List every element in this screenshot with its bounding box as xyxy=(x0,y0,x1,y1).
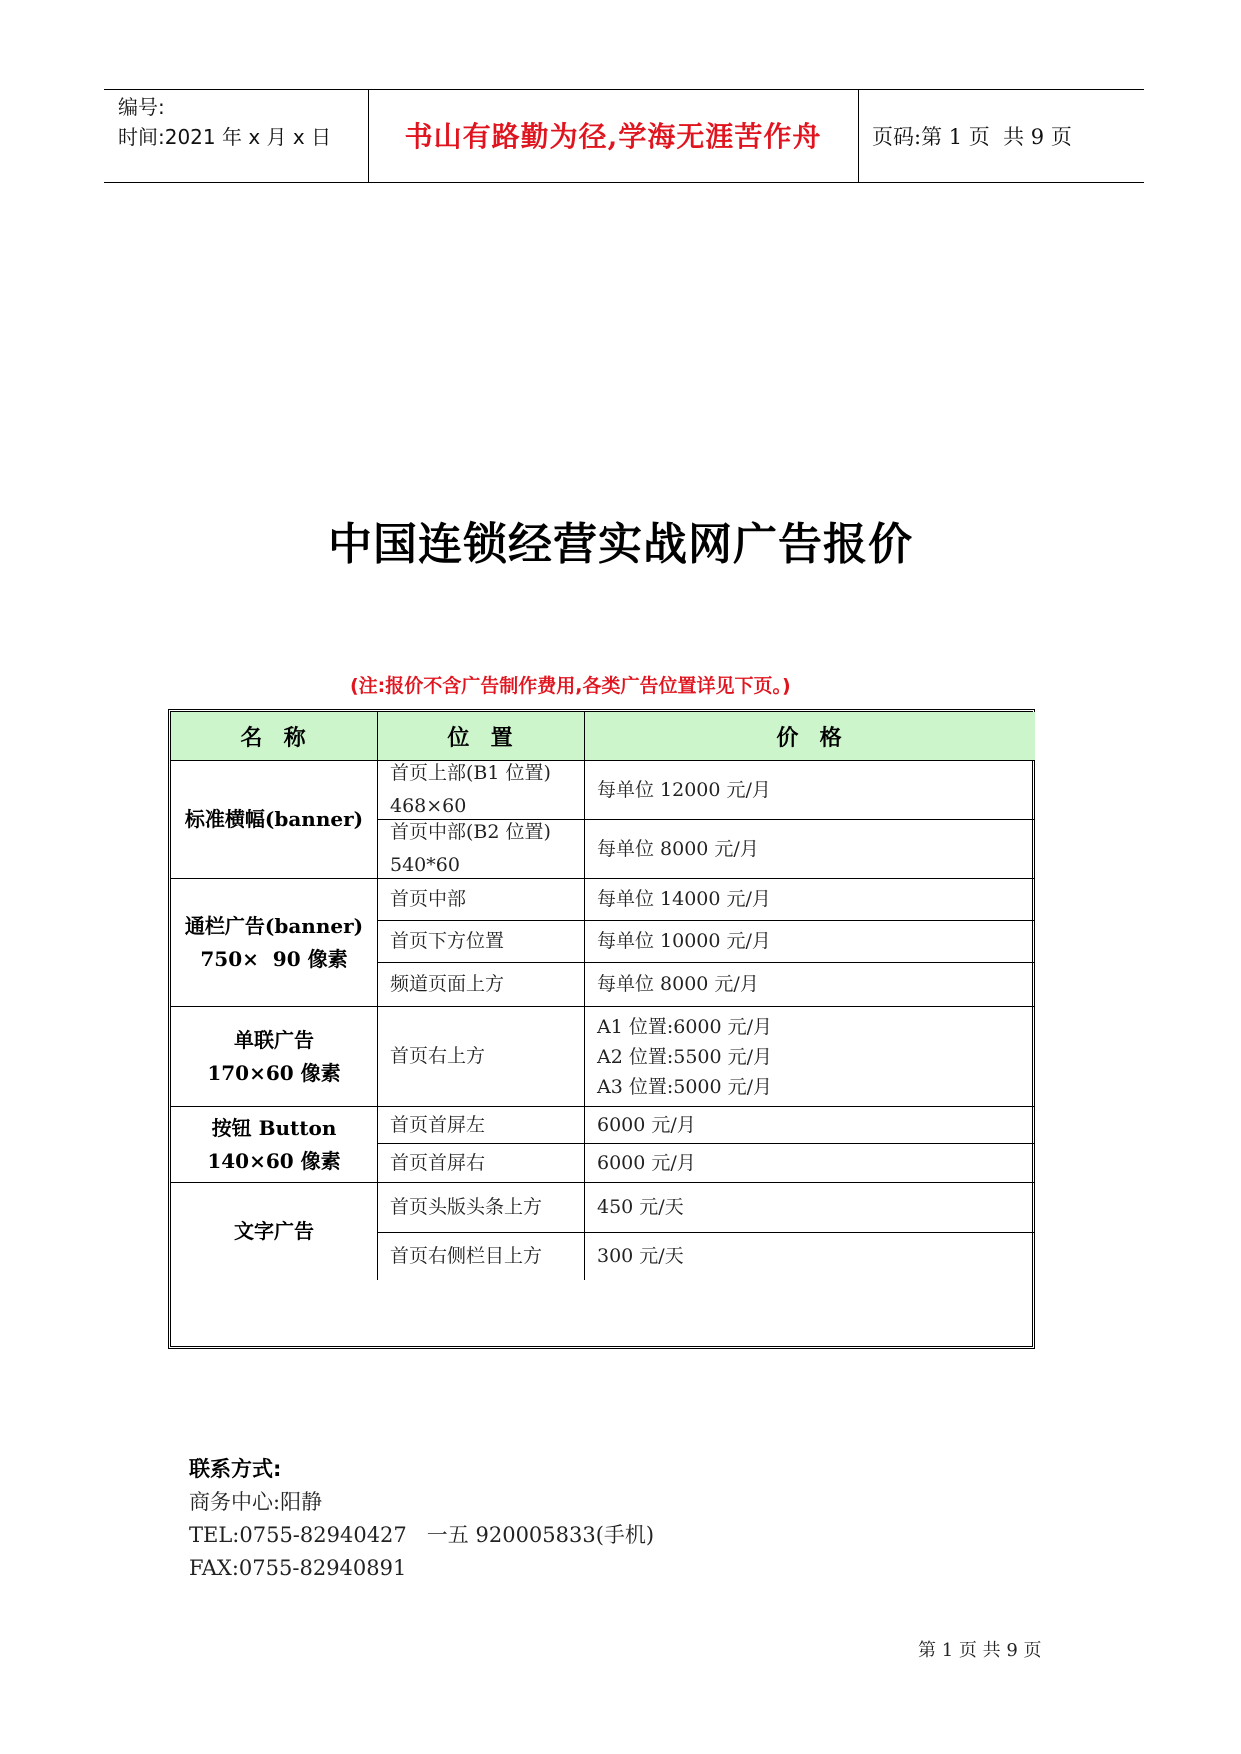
header-motto: 书山有路勤为径,学海无涯苦作舟 xyxy=(404,120,822,153)
ad-position-text xyxy=(390,1040,485,1073)
ad-price-text xyxy=(597,1012,772,1102)
ad-type-name xyxy=(171,761,378,879)
ad-position-text xyxy=(390,883,466,916)
table-header-position: 位 置 xyxy=(378,712,585,761)
ad-type-name-line: 170×60 像素 xyxy=(207,1060,341,1085)
ad-position-cell xyxy=(378,1107,585,1144)
ad-type-name xyxy=(171,1007,378,1107)
ad-price-cell xyxy=(585,1233,1035,1280)
ad-type-name-line: 140×60 像素 xyxy=(207,1148,341,1173)
ad-price-text xyxy=(597,1191,684,1224)
contact-block xyxy=(189,1453,654,1585)
ad-type-name-line: 文字广告 xyxy=(234,1219,314,1243)
ad-type-name-text xyxy=(207,1112,340,1178)
header-number-label: 编号: xyxy=(118,95,165,119)
header-meta xyxy=(118,92,331,152)
ad-price-line: 每单位 8000 元/月 xyxy=(597,837,759,860)
header-page-label: 页码:第 1 页 共 9 页 xyxy=(872,125,1072,149)
ad-price-text xyxy=(597,833,759,866)
footer-page-number: 第 1 页 共 9 页 xyxy=(918,1640,1042,1661)
ad-position-line: 首页首屏左 xyxy=(390,1113,486,1136)
contact-line-tel: TEL:0755-82940427 一五 920005833(手机) xyxy=(189,1523,655,1547)
contact-heading: 联系方式: xyxy=(189,1457,282,1481)
ad-position-text xyxy=(390,968,504,1001)
table-header-name: 名 称 xyxy=(171,712,378,761)
ad-position-cell xyxy=(378,820,585,879)
ad-price-cell xyxy=(585,1007,1035,1107)
contact-line-business: 商务中心:阳静 xyxy=(189,1490,323,1514)
ad-price-text xyxy=(597,1240,684,1273)
ad-type-name-text xyxy=(185,803,363,836)
ad-price-line: 每单位 10000 元/月 xyxy=(597,930,771,952)
ad-position-line: 首页中部 xyxy=(390,888,467,910)
ad-price-cell xyxy=(585,1144,1035,1183)
ad-type-name xyxy=(171,1107,378,1183)
ad-position-text xyxy=(390,1191,542,1224)
ad-position-line: 468×60 xyxy=(390,795,467,817)
ad-type-name xyxy=(171,1183,378,1280)
ad-type-name-line: 标准横幅(banner) xyxy=(184,807,364,831)
ad-price-line: 450 元/天 xyxy=(597,1196,684,1218)
ad-price-line: 每单位 8000 元/月 xyxy=(597,973,759,995)
ad-position-cell xyxy=(378,921,585,963)
ad-price-cell xyxy=(585,879,1035,921)
ad-price-line: 300 元/天 xyxy=(597,1245,684,1267)
ad-position-cell xyxy=(378,963,585,1007)
ad-position-text xyxy=(390,816,551,882)
ad-price-line: A2 位置:5500 元/月 xyxy=(597,1045,773,1068)
ad-price-line: A3 位置:5000 元/月 xyxy=(597,1075,773,1098)
ad-price-text xyxy=(597,968,759,1001)
ad-position-text xyxy=(390,1240,542,1273)
ad-position-line: 首页上部(B1 位置) xyxy=(390,762,551,784)
page-title: 中国连锁经营实战网广告报价 xyxy=(328,519,913,570)
ad-type-name-line: 单联广告 xyxy=(234,1027,314,1052)
ad-position-text xyxy=(390,757,551,823)
ad-price-cell xyxy=(585,761,1035,820)
contact-line-fax: FAX:0755-82940891 xyxy=(189,1556,407,1580)
ad-type-name-text xyxy=(185,910,363,976)
ad-position-text xyxy=(390,1109,485,1142)
ad-type-name-line: 按钮 Button xyxy=(211,1115,337,1140)
ad-position-line: 首页中部(B2 位置) xyxy=(390,821,551,843)
header-time-label: 时间:2021 年 x 月 x 日 xyxy=(118,125,332,149)
ad-price-text xyxy=(597,883,771,916)
ad-position-line: 首页头版头条上方 xyxy=(390,1196,543,1218)
price-note: (注:报价不含广告制作费用,各类广告位置详见下页。) xyxy=(350,675,791,697)
ad-position-line: 首页首屏右 xyxy=(390,1151,486,1174)
ad-type-name xyxy=(171,879,378,1007)
table-header-price: 价 格 xyxy=(585,712,1035,761)
ad-position-text xyxy=(390,1147,485,1180)
ad-price-cell xyxy=(585,921,1035,963)
ad-position-cell xyxy=(378,1183,585,1233)
ad-type-name-text xyxy=(234,1215,314,1248)
ad-price-text xyxy=(597,1109,696,1142)
ad-position-line: 频道页面上方 xyxy=(390,973,505,995)
ad-price-text xyxy=(597,774,771,807)
ad-position-cell xyxy=(378,761,585,820)
ad-position-cell xyxy=(378,1233,585,1280)
header-divider-right xyxy=(858,89,859,182)
ad-type-name-line: 750× 90 像素 xyxy=(200,946,348,971)
ad-type-name-text xyxy=(207,1024,340,1090)
header-top-rule xyxy=(104,89,1144,90)
ad-position-line: 首页右上方 xyxy=(390,1045,486,1067)
ad-price-line: 6000 元/月 xyxy=(597,1151,696,1174)
ad-type-name-line: 通栏广告(banner) xyxy=(184,913,364,938)
ad-price-line: A1 位置:6000 元/月 xyxy=(597,1015,773,1038)
ad-price-line: 6000 元/月 xyxy=(597,1113,696,1136)
ad-position-cell xyxy=(378,1144,585,1183)
ad-position-line: 540*60 xyxy=(390,854,460,876)
header-bottom-rule xyxy=(104,182,1144,183)
ad-price-line: 每单位 12000 元/月 xyxy=(597,778,771,801)
ad-price-text xyxy=(597,925,771,958)
ad-position-line: 首页下方位置 xyxy=(390,930,505,952)
ad-price-cell xyxy=(585,1107,1035,1144)
ad-position-cell xyxy=(378,879,585,921)
ad-price-cell xyxy=(585,820,1035,879)
ad-price-table xyxy=(168,709,1035,1349)
ad-price-line: 每单位 14000 元/月 xyxy=(597,888,771,910)
ad-price-cell xyxy=(585,1183,1035,1233)
ad-position-cell xyxy=(378,1007,585,1107)
ad-position-line: 首页右侧栏目上方 xyxy=(390,1245,543,1267)
ad-price-cell xyxy=(585,963,1035,1007)
ad-price-text xyxy=(597,1147,696,1180)
ad-position-text xyxy=(390,925,504,958)
